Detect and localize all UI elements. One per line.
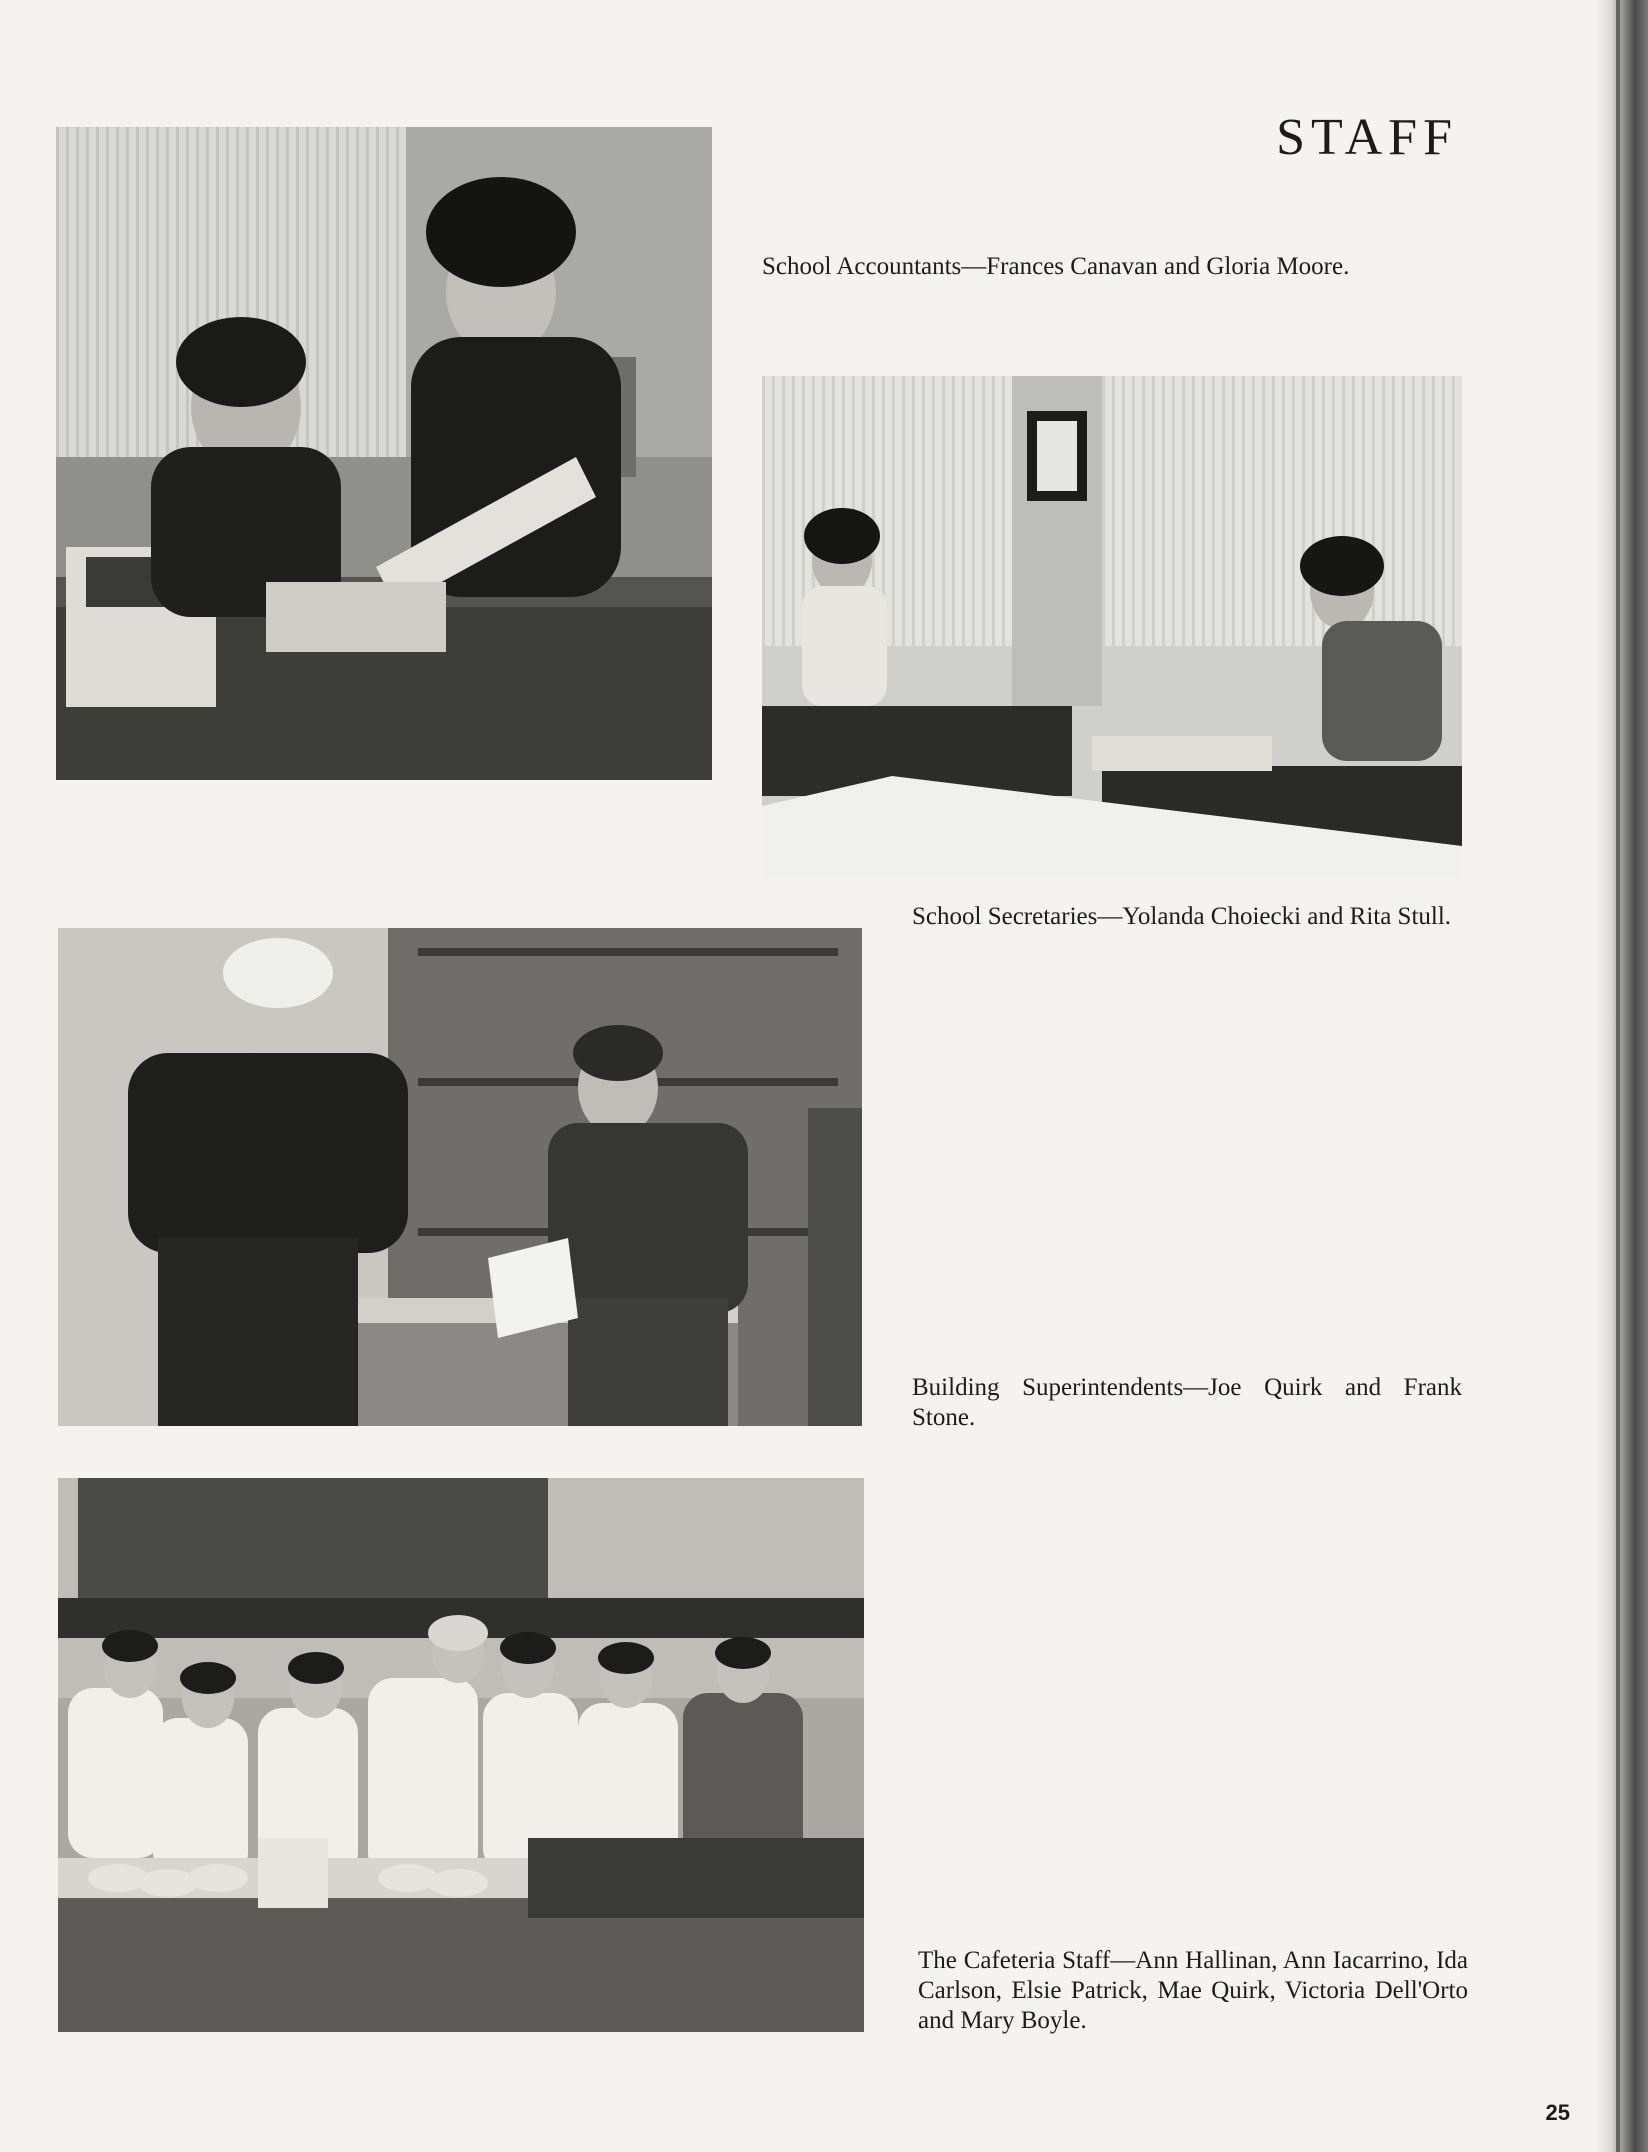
superintendents-caption: Building Superintendents—Joe Quirk and Frank Stone. (912, 1374, 1462, 1431)
secretaries-caption: School Secretaries—Yolanda Choiecki and Rita Stull. (912, 903, 1452, 930)
page-number: 25 (1545, 2100, 1570, 2125)
secretaries-photo (762, 376, 1462, 878)
accountants-photo (56, 127, 712, 780)
superintendents-photo (58, 928, 862, 1426)
page-title: STAFF (1276, 109, 1458, 166)
cafeteria-caption: The Cafeteria Staff—Ann Hallinan, Ann Iacarrino, Ida Carlson, Elsie Patrick, Mae Quirk, Victoria Dell'Orto and Mary Boyle. (918, 1947, 1468, 2034)
accountants-caption: School Accountants—Frances Canavan and Gloria Moore. (762, 253, 1350, 280)
cafeteria-photo (58, 1478, 864, 2032)
binding-edge (1596, 0, 1648, 2152)
binding-line (1616, 0, 1620, 2152)
